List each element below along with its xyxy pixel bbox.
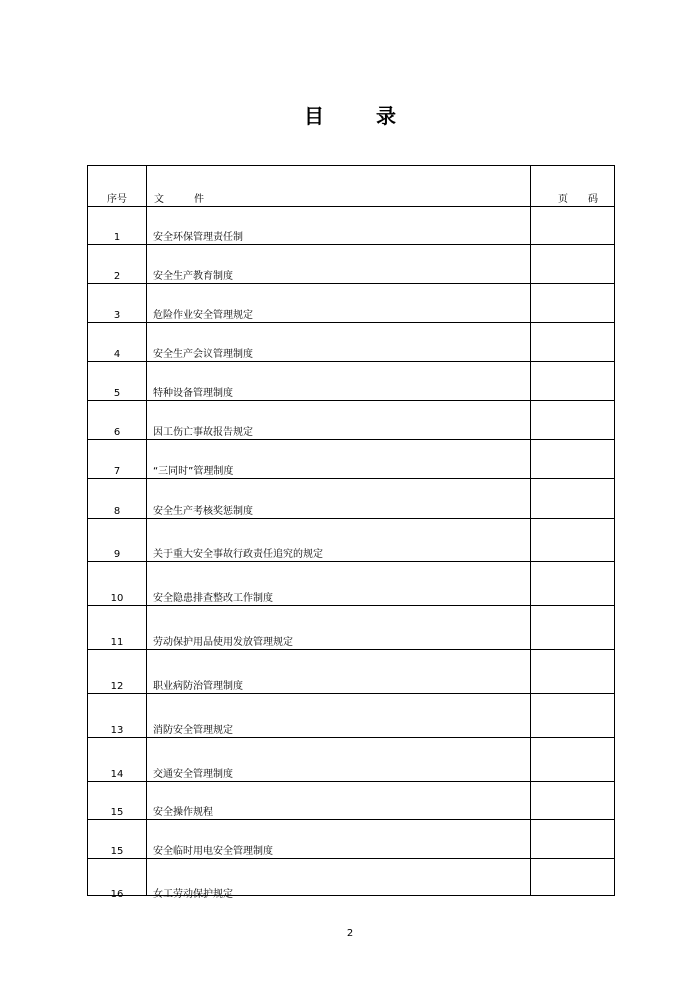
row-title: 因工伤亡事故报告规定 [153,427,253,438]
table-row [88,562,615,606]
row-title: 安全临时用电安全管理制度 [153,846,273,857]
toc-title [0,100,700,129]
header-row [88,166,615,207]
row-num: 4 [113,349,121,360]
table-row [88,323,615,362]
table-row [88,738,615,782]
table-row [88,401,615,440]
row-title: 安全环保管理责任制 [153,232,243,243]
row-num: 9 [113,549,121,560]
table-row [88,606,615,650]
row-title: 安全生产考核奖惩制度 [153,506,253,517]
row-title: 劳动保护用品使用发放管理规定 [153,637,293,648]
table-row [88,694,615,738]
header-page-char-2: 码 [588,194,598,205]
table-row [88,650,615,694]
header-page [558,194,598,206]
row-title: 安全操作规程 [153,807,213,818]
table-row [88,782,615,820]
row-title: “三同时”管理制度 [153,466,234,477]
row-num: 6 [113,427,121,438]
table-row [88,440,615,479]
row-title: 关于重大安全事故行政责任追究的规定 [153,549,323,560]
table-row [88,207,615,245]
title-char-1: 目 [304,104,324,128]
table-row [88,479,615,519]
row-num: 3 [113,310,121,321]
toc-table [87,165,615,900]
row-title: 安全隐患排查整改工作制度 [153,593,273,604]
row-num: 8 [113,506,121,517]
row-title: 安全生产会议管理制度 [153,349,253,360]
row-num: 16 [110,889,124,900]
table-row [88,519,615,562]
row-num: 1 [113,232,121,243]
row-title: 特种设备管理制度 [153,388,233,399]
header-page-char-1: 页 [558,194,568,205]
row-num: 11 [110,637,124,648]
table-row [88,362,615,401]
row-title: 消防安全管理规定 [153,725,233,736]
header-file-char-2: 件 [194,194,204,205]
row-num: 5 [113,388,121,399]
row-title: 交通安全管理制度 [153,769,233,780]
header-num: 序号 [107,194,127,205]
row-num: 7 [113,466,121,477]
table-row [88,859,615,900]
row-num: 10 [110,593,124,604]
row-num: 12 [110,681,124,692]
table-row [88,284,615,323]
table-row [88,245,615,284]
page-number: 2 [346,928,354,939]
row-title: 安全生产教育制度 [153,271,233,282]
header-file [154,194,204,206]
row-num: 14 [110,769,124,780]
row-title: 危险作业安全管理规定 [153,310,253,321]
header-file-char-1: 文 [154,194,164,205]
row-num: 15 [110,846,124,857]
row-num: 2 [113,271,121,282]
row-title: 女工劳动保护规定 [153,889,233,900]
row-num: 13 [110,725,124,736]
title-char-2: 录 [376,104,396,128]
row-title: 职业病防治管理制度 [153,681,243,692]
row-num: 15 [110,807,124,818]
table-row [88,820,615,859]
